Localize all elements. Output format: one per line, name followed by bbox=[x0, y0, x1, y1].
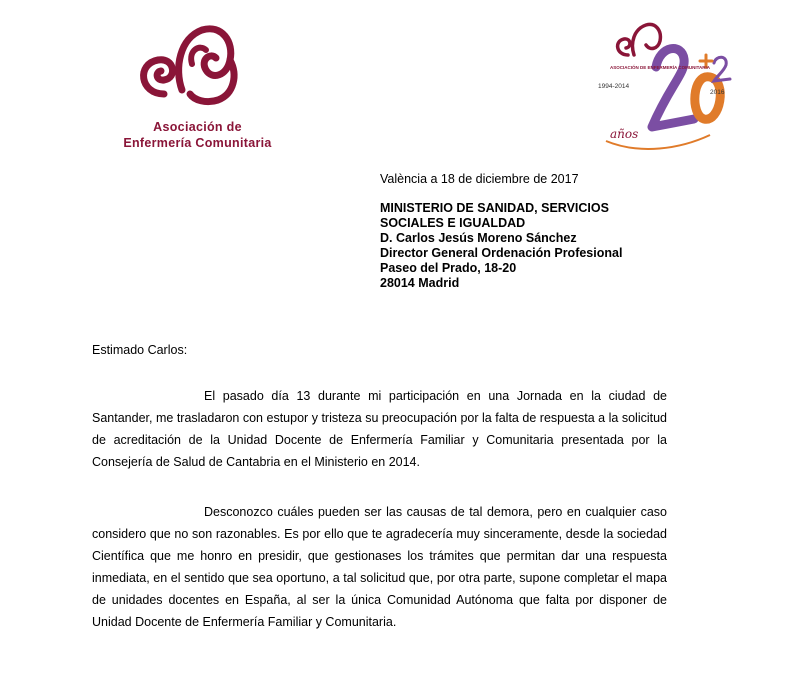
association-logo bbox=[110, 20, 285, 155]
date-line: València a 18 de diciembre de 2017 bbox=[380, 172, 579, 186]
address-line: Director General Ordenación Profesional bbox=[380, 246, 623, 260]
address-line: SOCIALES E IGUALDAD bbox=[380, 216, 526, 230]
anniversary-small-text: ASOCIACIÓN DE ENFERMERÍA COMUNITARIA bbox=[610, 65, 710, 70]
salutation: Estimado Carlos: bbox=[92, 343, 188, 357]
address-line: D. Carlos Jesús Moreno Sánchez bbox=[380, 231, 577, 245]
paragraph-2: Desconozco cuáles pueden ser las causas de tal demora, pero en cualquier caso considero que no son razonables. Es por ello que te agradecería muy sinceramente, desde la sociedad Científica que me honro en presidir, que gestionases los trámites que permitan dar una respuesta inmediata, en el sentido que sea oportuno, a tal solicitud que, por otra parte, supone completar el mapa de unidades docentes en España, al ser la única Comunidad Autónoma que falta por disponer de Unidad Docente de Enfermería Familiar y Comunitaria. bbox=[92, 505, 667, 629]
year-start-label: 1994-2014 bbox=[598, 83, 630, 90]
anos-label: años bbox=[610, 127, 639, 141]
address-line: MINISTERIO DE SANIDAD, SERVICIOS bbox=[380, 201, 609, 215]
recipient-address bbox=[380, 201, 622, 291]
logo-text-line1: Asociación de bbox=[153, 120, 242, 134]
address-line: 28014 Madrid bbox=[380, 276, 460, 290]
paragraph-1: El pasado día 13 durante mi participación en una Jornada en la ciudad de Santander, me trasladaron con estupor y tristeza su preocupación por la falta de respuesta a la solicitud de acreditación de la Unidad Docente de Enfermería Familiar y Comunitaria presentada por la Consejería de Salud de Cantabria en el Ministerio en 2014. bbox=[92, 389, 667, 469]
anniversary-logo bbox=[590, 15, 740, 165]
logo-text-line2: Enfermería Comunitaria bbox=[123, 136, 272, 150]
address-line: Paseo del Prado, 18-20 bbox=[380, 261, 517, 275]
year-end-label: 2016 bbox=[710, 89, 725, 96]
spiral-logo-icon bbox=[130, 20, 250, 115]
